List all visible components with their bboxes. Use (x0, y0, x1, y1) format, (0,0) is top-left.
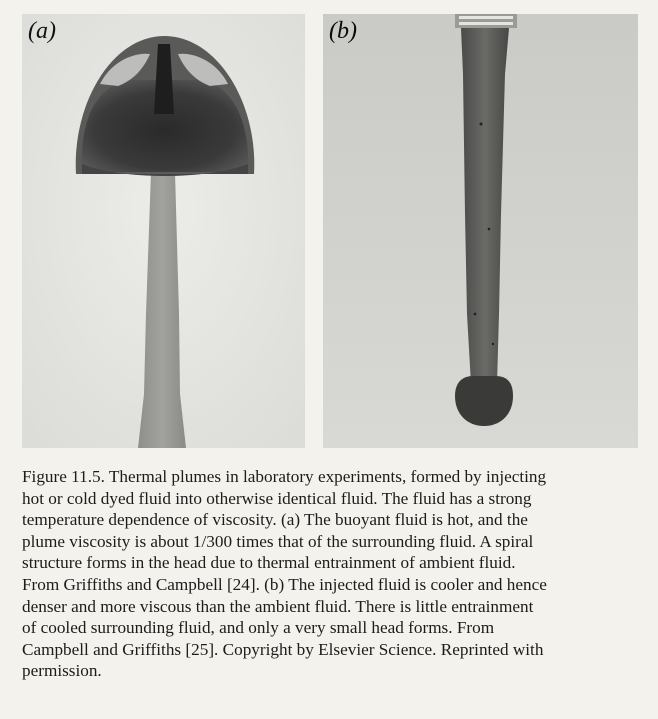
caption-line: permission. (22, 661, 102, 681)
caption-line: hot or cold dyed fluid into otherwise identical fluid. The fluid has a strong (22, 488, 532, 508)
caption-line: structure forms in the head due to thermal entrainment of ambient fluid. (22, 553, 516, 573)
caption-line: Figure 11.5. Thermal plumes in laboratory experiments, formed by injecting (22, 467, 547, 486)
caption-line: of cooled surrounding fluid, and only a very small head forms. From (22, 618, 495, 638)
figure-caption (22, 466, 642, 682)
photo-panel-b (323, 14, 638, 448)
panel-a-label: (a) (28, 18, 56, 44)
photo-panel-a (22, 14, 305, 448)
hot-plume-photo (22, 14, 305, 448)
caption-line: denser and more viscous than the ambient fluid. There is little entrainment (22, 596, 534, 616)
cold-plume-photo (323, 14, 638, 448)
caption-line: temperature dependence of viscosity. (a) The buoyant fluid is hot, and the (22, 510, 528, 530)
panel-b-label: (b) (329, 18, 357, 44)
caption-line: plume viscosity is about 1/300 times that of the surrounding fluid. A spiral (22, 531, 534, 551)
caption-line: Campbell and Griffiths [25]. Copyright by Elsevier Science. Reprinted with (22, 639, 544, 659)
caption-line: From Griffiths and Campbell [24]. (b) The injected fluid is cooler and hence (22, 574, 547, 594)
